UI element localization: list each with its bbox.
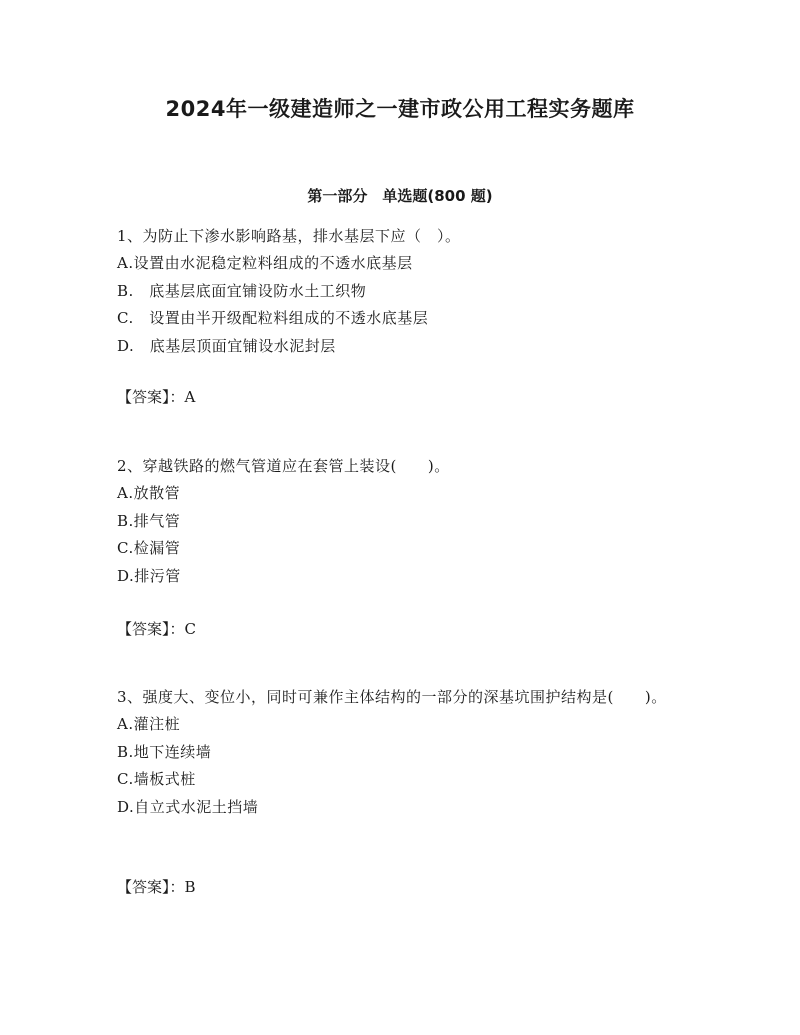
option-c: C.检漏管: [117, 539, 181, 557]
answer: [117, 618, 196, 639]
answer: [117, 876, 196, 897]
question-stem: 2、穿越铁路的燃气管道应在套管上装设( )。: [117, 457, 450, 475]
option-b: B. 底基层底面宜铺设防水土工织物: [117, 281, 367, 300]
option-c: C. 设置由半开级配粒料组成的不透水底基层: [117, 309, 429, 327]
option-b: B.地下连续墙: [117, 742, 212, 761]
option-a: A.放散管: [117, 484, 181, 502]
section-title: 第一部分 单选题(800 题): [307, 187, 493, 205]
question-stem: 3、强度大、变位小，同时可兼作主体结构的一部分的深基坑围护结构是( )。: [117, 688, 667, 706]
option-d: D.自立式水泥土挡墙: [117, 797, 259, 816]
document-title: 2024年一级建造师之一建市政公用工程实务题库: [165, 97, 635, 121]
question-3: [117, 684, 687, 896]
answer-label: 【答案】：: [117, 388, 185, 406]
option-a: A.灌注桩: [117, 715, 181, 733]
question-1: [117, 223, 687, 406]
answer-value: A: [184, 388, 196, 406]
option-b: B.排气管: [117, 511, 181, 530]
answer: [117, 386, 195, 407]
option-d: D. 底基层顶面宜铺设水泥封层: [117, 336, 336, 355]
answer-label: 【答案】：: [117, 620, 185, 638]
answer-value: B: [184, 878, 196, 896]
question-stem: 1、为防止下渗水影响路基，排水基层下应（ ）。: [117, 227, 461, 245]
answer-value: C: [184, 620, 196, 638]
option-a: A.设置由水泥稳定粒料组成的不透水底基层: [117, 254, 413, 272]
option-d: D.排污管: [117, 566, 181, 585]
question-2: [117, 453, 687, 638]
option-c: C.墙板式桩: [117, 770, 196, 788]
answer-label: 【答案】：: [117, 878, 185, 896]
